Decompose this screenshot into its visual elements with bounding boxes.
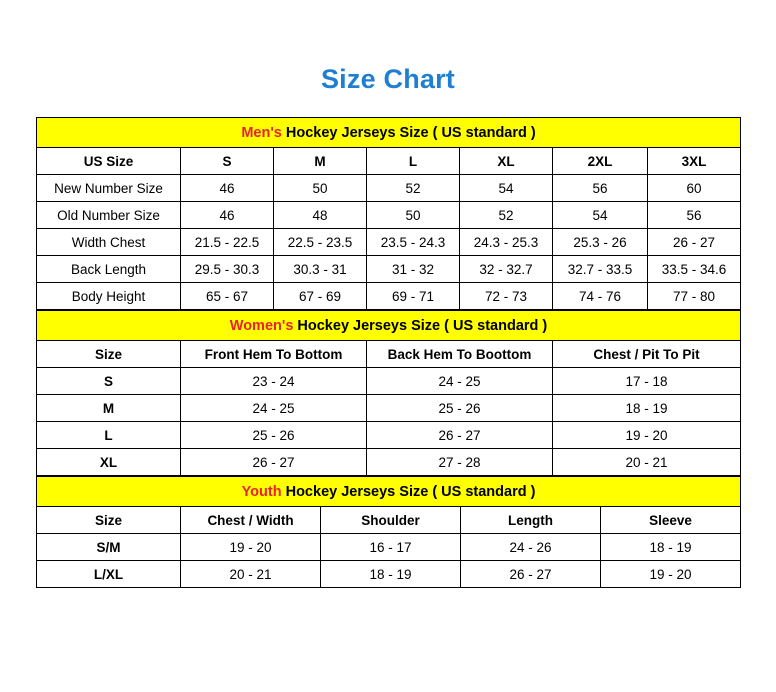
mens-cell: 52: [367, 175, 460, 202]
table-row: [37, 561, 741, 588]
mens-cell: 56: [553, 175, 648, 202]
mens-cell: 24.3 - 25.3: [460, 229, 553, 256]
youth-banner: [37, 477, 741, 507]
womens-cell: 18 - 19: [553, 395, 741, 422]
mens-cell: 26 - 27: [648, 229, 741, 256]
mens-cell: 67 - 69: [274, 283, 367, 310]
womens-banner-accent: Women's: [229, 317, 294, 334]
mens-banner-accent: Men's: [241, 124, 282, 141]
mens-header-cell: XL: [460, 148, 553, 175]
womens-cell: 27 - 28: [367, 449, 553, 476]
youth-cell: 24 - 26: [461, 534, 601, 561]
youth-size-table: [36, 476, 741, 588]
mens-cell: 30.3 - 31: [274, 256, 367, 283]
mens-cell: 72 - 73: [460, 283, 553, 310]
mens-cell: 25.3 - 26: [553, 229, 648, 256]
womens-row-label: L: [37, 422, 181, 449]
mens-cell: 54: [553, 202, 648, 229]
womens-header-cell: Size: [37, 341, 181, 368]
womens-cell: 23 - 24: [181, 368, 367, 395]
mens-banner-rest: Hockey Jerseys Size ( US standard ): [281, 124, 536, 141]
youth-row-label: S/M: [37, 534, 181, 561]
table-row: [37, 422, 741, 449]
youth-header-cell: Shoulder: [321, 507, 461, 534]
womens-cell: 24 - 25: [181, 395, 367, 422]
womens-cell: 17 - 18: [553, 368, 741, 395]
womens-banner-rest: Hockey Jerseys Size ( US standard ): [293, 317, 548, 334]
youth-cell: 18 - 19: [321, 561, 461, 588]
womens-row-label: M: [37, 395, 181, 422]
youth-header-cell: Chest / Width: [181, 507, 321, 534]
womens-header-cell: Back Hem To Boottom: [367, 341, 553, 368]
womens-banner: [37, 311, 741, 341]
mens-cell: 46: [181, 202, 274, 229]
page-title: Size Chart: [320, 64, 456, 94]
table-row: [37, 202, 741, 229]
mens-row-label: Old Number Size: [37, 202, 181, 229]
womens-cell: 26 - 27: [181, 449, 367, 476]
womens-header-cell: Chest / Pit To Pit: [553, 341, 741, 368]
table-row: [37, 395, 741, 422]
mens-cell: 21.5 - 22.5: [181, 229, 274, 256]
table-row: [37, 229, 741, 256]
mens-cell: 56: [648, 202, 741, 229]
youth-header-cell: Length: [461, 507, 601, 534]
mens-cell: 31 - 32: [367, 256, 460, 283]
youth-cell: 26 - 27: [461, 561, 601, 588]
mens-cell: 54: [460, 175, 553, 202]
mens-cell: 60: [648, 175, 741, 202]
womens-cell: 26 - 27: [367, 422, 553, 449]
mens-cell: 33.5 - 34.6: [648, 256, 741, 283]
mens-cell: 32 - 32.7: [460, 256, 553, 283]
table-header-row: [37, 148, 741, 175]
youth-banner-accent: Youth: [241, 483, 282, 500]
mens-banner: [37, 118, 741, 148]
mens-row-label: Back Length: [37, 256, 181, 283]
table-header-row: [37, 341, 741, 368]
youth-cell: 19 - 20: [181, 534, 321, 561]
mens-header-cell: 2XL: [553, 148, 648, 175]
mens-row-label: Body Height: [37, 283, 181, 310]
mens-cell: 29.5 - 30.3: [181, 256, 274, 283]
mens-header-cell: L: [367, 148, 460, 175]
youth-header-cell: Size: [37, 507, 181, 534]
youth-cell: 16 - 17: [321, 534, 461, 561]
womens-header-cell: Front Hem To Bottom: [181, 341, 367, 368]
mens-cell: 50: [274, 175, 367, 202]
youth-cell: 20 - 21: [181, 561, 321, 588]
mens-cell: 46: [181, 175, 274, 202]
mens-header-cell: US Size: [37, 148, 181, 175]
womens-cell: 24 - 25: [367, 368, 553, 395]
womens-cell: 20 - 21: [553, 449, 741, 476]
mens-header-cell: 3XL: [648, 148, 741, 175]
mens-cell: 22.5 - 23.5: [274, 229, 367, 256]
mens-cell: 74 - 76: [553, 283, 648, 310]
youth-cell: 19 - 20: [601, 561, 741, 588]
womens-row-label: XL: [37, 449, 181, 476]
mens-cell: 32.7 - 33.5: [553, 256, 648, 283]
mens-cell: 52: [460, 202, 553, 229]
youth-banner-rest: Hockey Jerseys Size ( US standard ): [281, 483, 536, 500]
womens-size-table: [36, 310, 741, 476]
youth-header-cell: Sleeve: [601, 507, 741, 534]
table-row: [37, 534, 741, 561]
mens-row-label: Width Chest: [37, 229, 181, 256]
size-tables: [36, 117, 740, 588]
mens-header-cell: S: [181, 148, 274, 175]
womens-cell: 19 - 20: [553, 422, 741, 449]
table-row: [37, 449, 741, 476]
mens-cell: 77 - 80: [648, 283, 741, 310]
mens-cell: 48: [274, 202, 367, 229]
womens-cell: 25 - 26: [367, 395, 553, 422]
youth-row-label: L/XL: [37, 561, 181, 588]
mens-cell: 23.5 - 24.3: [367, 229, 460, 256]
table-banner-row: [37, 311, 741, 341]
table-row: [37, 283, 741, 310]
mens-header-cell: M: [274, 148, 367, 175]
mens-row-label: New Number Size: [37, 175, 181, 202]
womens-row-label: S: [37, 368, 181, 395]
mens-size-table: [36, 117, 741, 310]
youth-cell: 18 - 19: [601, 534, 741, 561]
womens-cell: 25 - 26: [181, 422, 367, 449]
table-header-row: [37, 507, 741, 534]
table-banner-row: [37, 118, 741, 148]
table-row: [37, 368, 741, 395]
mens-cell: 65 - 67: [181, 283, 274, 310]
mens-cell: 69 - 71: [367, 283, 460, 310]
table-banner-row: [37, 477, 741, 507]
mens-cell: 50: [367, 202, 460, 229]
table-row: [37, 175, 741, 202]
table-row: [37, 256, 741, 283]
